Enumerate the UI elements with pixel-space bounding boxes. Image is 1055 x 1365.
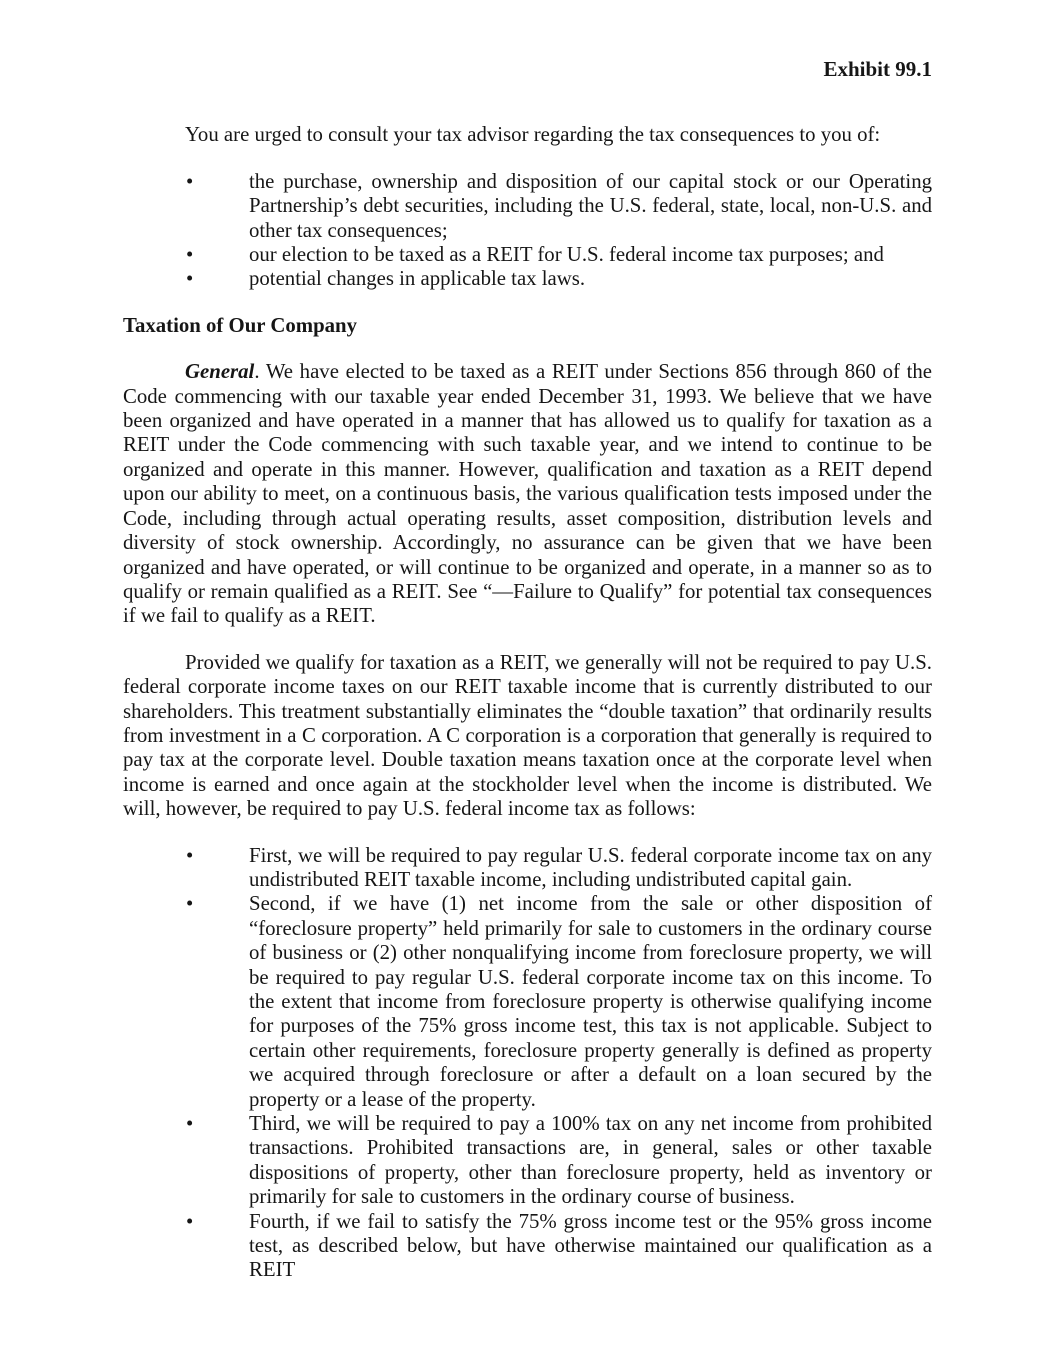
list-item xyxy=(123,1112,932,1210)
list-item xyxy=(123,1210,932,1283)
bullet-item-text: Third, we will be required to pay a 100% tax on any net income from prohibited transactions. Prohibited transactions are, in general, sales or other taxable dispositions of property, other than foreclosure property, held as inventory or primarily for sale to customers in the ordinary course of business. xyxy=(249,1112,932,1209)
section-heading: Taxation of Our Company xyxy=(123,313,358,337)
bullet-icon: • xyxy=(186,843,194,867)
bullet-item-text: potential changes in applicable tax laws. xyxy=(249,267,586,291)
bullet-item-text: Fourth, if we fail to satisfy the 75% gross income test or the 95% gross income test, as described below, but have otherwise maintained our qualification as a REIT xyxy=(249,1209,932,1282)
exhibit-label: Exhibit 99.1 xyxy=(823,57,932,81)
list-item xyxy=(123,267,932,291)
list-item xyxy=(123,892,932,1112)
bullet-icon: • xyxy=(186,243,194,267)
consult-bullet-list xyxy=(123,170,932,292)
provided-paragraph: Provided we qualify for taxation as a REIT, we generally will not be required to pay U.S. federal corporate income taxes on our REIT taxable income that is currently distributed to our shareholders. This treatment substantially eliminates the “double taxation” that ordinarily results from investment in a C corporation. A C corporation is a corporation that generally is required to pay tax at the corporate level. Double taxation means taxation once at the corporate level when income is earned and once again at the stockholder level when the income is distributed. We will, however, be required to pay U.S. federal income tax as follows: xyxy=(123,650,932,821)
bullet-item-text: our election to be taxed as a REIT for U.S. federal income tax purposes; and xyxy=(249,243,884,267)
list-item xyxy=(123,243,932,267)
bullet-icon: • xyxy=(186,1112,194,1136)
bullet-icon: • xyxy=(186,267,194,291)
intro-paragraph: You are urged to consult your tax advisor regarding the tax consequences to you of: xyxy=(185,123,881,147)
list-item xyxy=(123,844,932,893)
bullet-item-text: First, we will be required to pay regular U.S. federal corporate income tax on any undistributed REIT taxable income, including undistributed capital gain. xyxy=(249,843,932,891)
general-body: . We have elected to be taxed as a REIT under Sections 856 through 860 of the Code commencing with our taxable year ended December 31, 1993. We believe that we have been organized and have operated in a manner that has allowed us to qualify for taxation as a REIT under the Code commencing with such taxable year, and we intend to continue to be organized and operate in this manner. However, qualification and taxation as a REIT depend upon our ability to meet, on a continuous basis, the various qualification tests imposed under the Code, including through actual operating results, asset composition, distribution levels and diversity of stock ownership. Accordingly, no assurance can be given that we have been organized and have operated, or will continue to be organized and operate, in a manner so as to qualify or remain qualified as a REIT. See “—Failure to Qualify” for potential tax consequences if we fail to qualify as a REIT. xyxy=(123,360,932,628)
tax-bullet-list xyxy=(123,844,932,1283)
general-paragraph xyxy=(123,360,932,628)
bullet-item-text: the purchase, ownership and disposition of our capital stock or our Operating Partnership’s debt securities, including the U.S. federal, state, local, non-U.S. and other tax consequences; xyxy=(249,169,932,242)
bullet-icon: • xyxy=(186,1209,194,1233)
general-lead: General xyxy=(185,360,255,384)
list-item xyxy=(123,170,932,243)
bullet-item-text: Second, if we have (1) net income from the sale or other disposition of “foreclosure property” held primarily for sale to customers in the ordinary course of business or (2) other nonqualifying income from foreclosure property, we will be required to pay regular U.S. federal corporate income tax on this income. To the extent that income from foreclosure property is otherwise qualifying income for purposes of the 75% gross income test, this tax is not applicable. Subject to certain other requirements, foreclosure property generally is defined as property we acquired through foreclosure or after a default on a loan secured by the property or a lease of the property. xyxy=(249,892,932,1111)
bullet-icon: • xyxy=(186,169,194,193)
bullet-icon: • xyxy=(186,892,194,916)
